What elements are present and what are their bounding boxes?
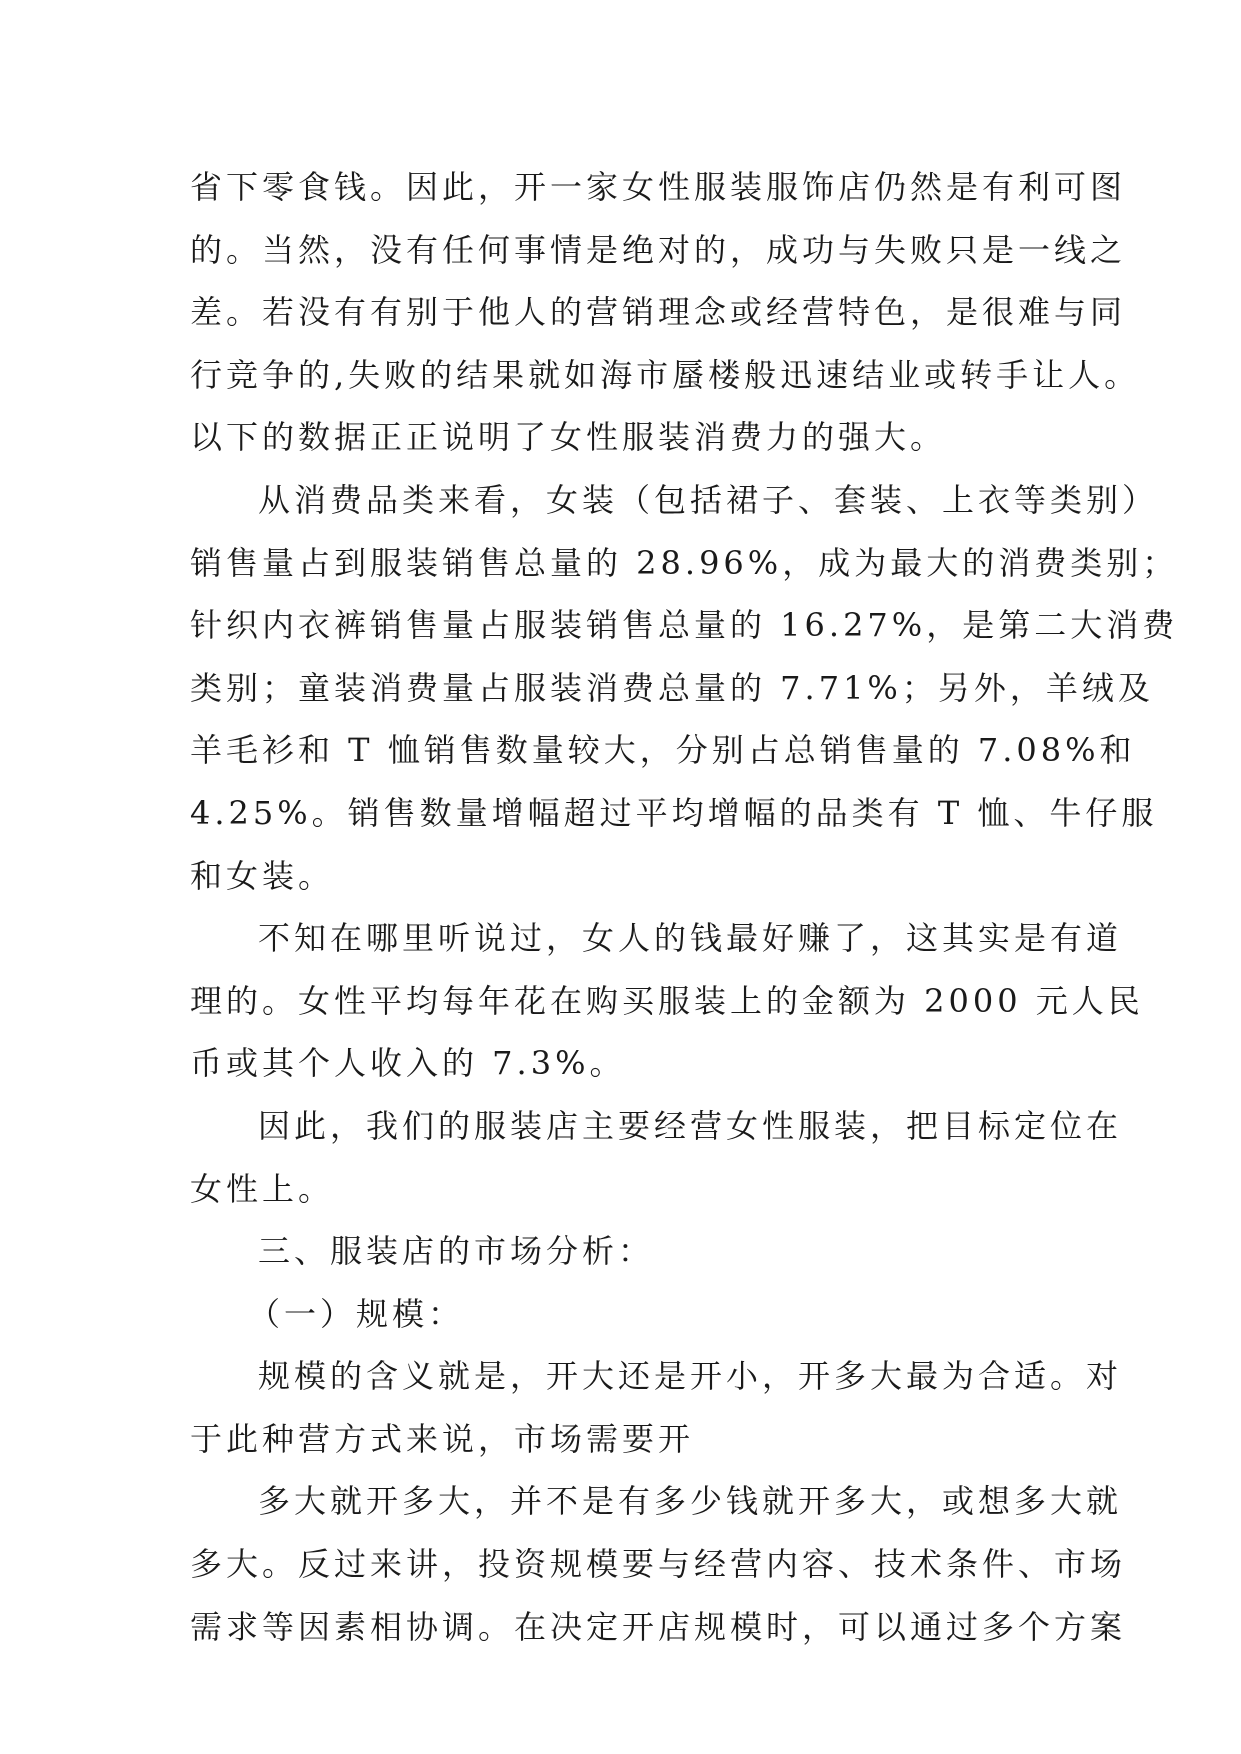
text-line: 以下的数据正正说明了女性服装消费力的强大。 [190, 418, 947, 457]
text-line: 多大。反过来讲，投资规模要与经营内容、技术条件、市场 [190, 1545, 1127, 1584]
text-line: 销售量占到服装销售总量的 28.96%，成为最大的消费类别； [190, 543, 1179, 582]
text-line: 羊毛衫和 T 恤销售数量较大，分别占总销售量的 7.08%和 [190, 731, 1136, 770]
text-line: 差。若没有有别于他人的营销理念或经营特色，是很难与同 [190, 293, 1127, 332]
text-line: 理的。女性平均每年花在购买服装上的金额为 2000 元人民 [190, 981, 1144, 1020]
text-line: 4.25%。销售数量增幅超过平均增幅的品类有 T 恤、牛仔服 [190, 793, 1158, 832]
text-line: 需求等因素相协调。在决定开店规模时，可以通过多个方案 [190, 1607, 1127, 1646]
text-line: 针织内衣裤销售量占服装销售总量的 16.27%，是第二大消费 [190, 606, 1179, 645]
text-line: 和女装。 [190, 856, 335, 895]
body-text [190, 156, 1179, 1658]
paragraph-start-line: 因此，我们的服装店主要经营女性服装，把目标定位在 [258, 1106, 1123, 1145]
text-line: 于此种营方式来说，市场需要开 [190, 1419, 695, 1458]
paragraph-start-line: 规模的含义就是，开大还是开小，开多大最为合适。对 [258, 1357, 1123, 1396]
subsection-heading: （一）规模： [248, 1294, 465, 1333]
section-heading: 三、服装店的市场分析： [258, 1232, 655, 1271]
text-line: 的。当然，没有任何事情是绝对的，成功与失败只是一线之 [190, 230, 1127, 269]
paragraph-start-line: 不知在哪里听说过，女人的钱最好赚了，这其实是有道 [258, 919, 1123, 958]
text-line: 币或其个人收入的 7.3%。 [190, 1044, 626, 1083]
text-line: 行竞争的,失败的结果就如海市蜃楼般迅速结业或转手让人。 [190, 355, 1141, 394]
paragraph-start-line: 多大就开多大，并不是有多少钱就开多大，或想多大就 [258, 1482, 1123, 1521]
text-line: 省下零食钱。因此，开一家女性服装服饰店仍然是有利可图 [190, 168, 1127, 206]
paragraph-start-line: 从消费品类来看，女装（包括裙子、套装、上衣等类别） [258, 480, 1159, 519]
text-line: 女性上。 [190, 1169, 335, 1208]
text-line: 类别；童装消费量占服装消费总量的 7.71%；另外，羊绒及 [190, 668, 1154, 707]
